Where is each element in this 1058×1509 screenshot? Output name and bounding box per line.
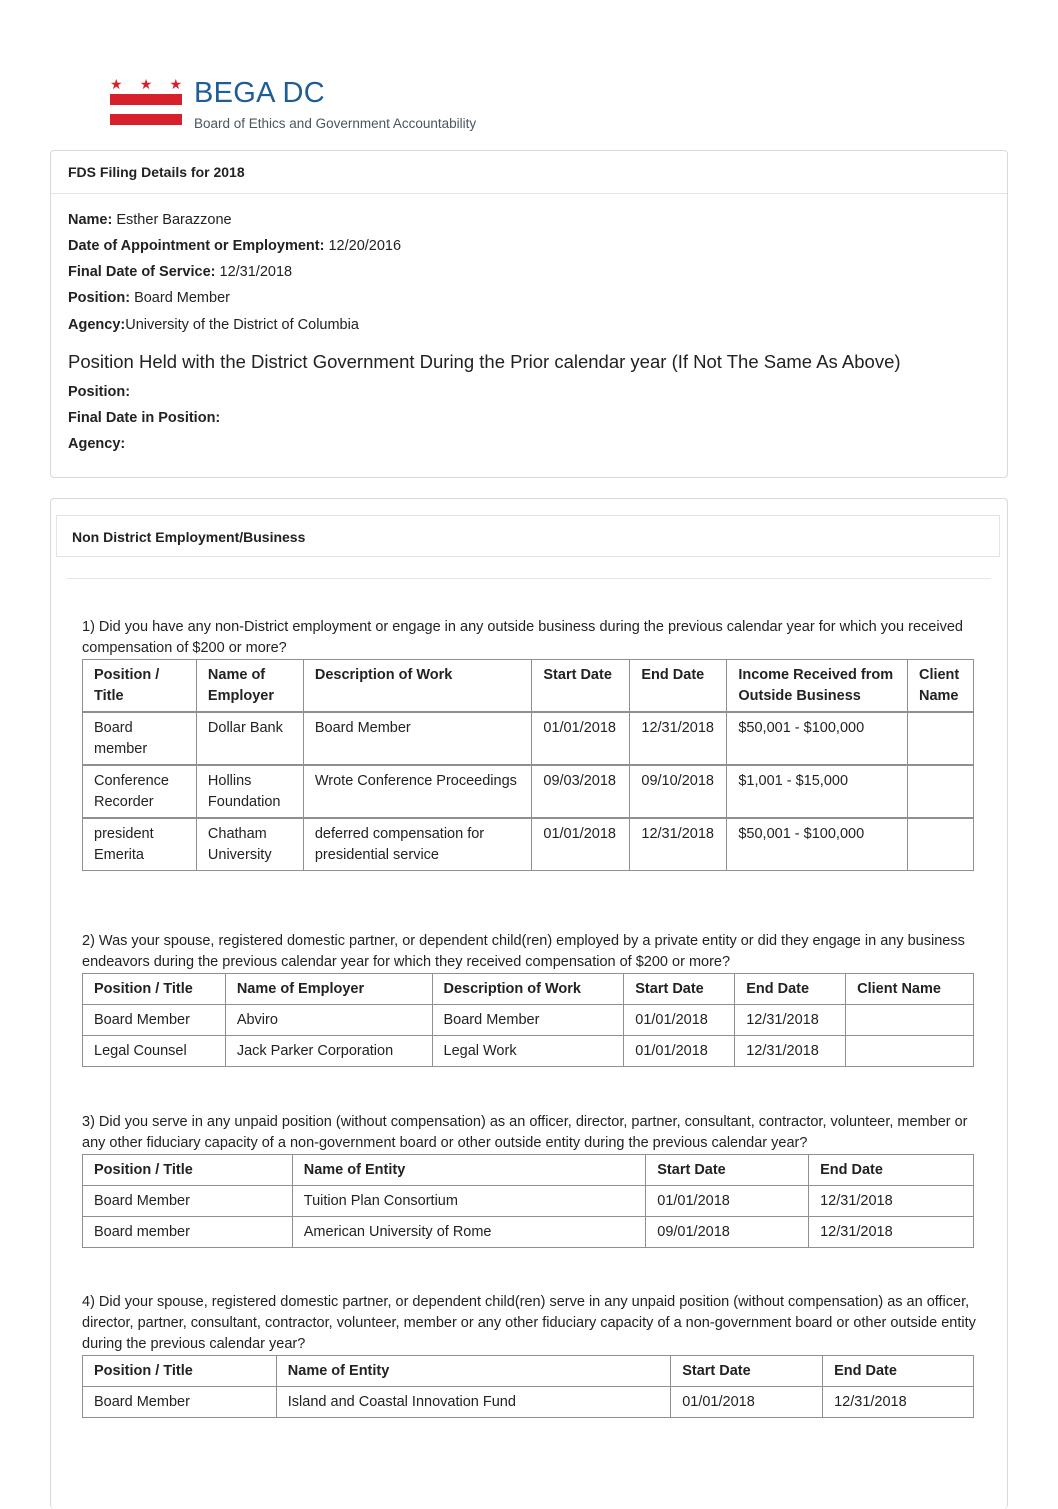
cell: president Emerita <box>83 818 197 871</box>
filing-details-card <box>50 150 1008 478</box>
cell: 01/01/2018 <box>532 712 630 765</box>
col-position: Position / Title <box>83 660 197 713</box>
col-description: Description of Work <box>432 974 624 1005</box>
table-header-row <box>83 1356 974 1387</box>
table-q3 <box>82 1154 974 1248</box>
prior-agency-label: Agency: <box>68 436 126 452</box>
table-row <box>83 1387 974 1418</box>
cell: Board member <box>83 712 197 765</box>
col-employer: Name of Employer <box>225 974 432 1005</box>
final-date-field <box>68 264 292 280</box>
prior-position-label: Position: <box>68 384 131 400</box>
cell <box>907 712 973 765</box>
table-row <box>83 712 974 765</box>
final-date-value: 12/31/2018 <box>219 264 293 280</box>
cell: Board Member <box>83 1005 226 1036</box>
table-row <box>83 1005 974 1036</box>
prior-agency-field <box>68 436 125 452</box>
cell: 12/31/2018 <box>809 1186 974 1217</box>
col-client: Client Name <box>846 974 974 1005</box>
appointment-field <box>68 238 401 254</box>
table-q1 <box>82 659 974 871</box>
brand-name: BEGA DC <box>194 77 326 109</box>
cell: 12/31/2018 <box>630 818 727 871</box>
col-end-date: End Date <box>823 1356 974 1387</box>
cell: Wrote Conference Proceedings <box>303 765 532 818</box>
appointment-label: Date of Appointment or Employment: <box>68 238 325 254</box>
position-value: Board Member <box>134 290 230 306</box>
col-entity: Name of Entity <box>292 1155 646 1186</box>
table-row <box>83 1217 974 1248</box>
table-q2 <box>82 973 974 1067</box>
cell <box>907 818 973 871</box>
col-end-date: End Date <box>630 660 727 713</box>
col-end-date: End Date <box>809 1155 974 1186</box>
table-row <box>83 818 974 871</box>
cell: Board Member <box>303 712 532 765</box>
cell <box>907 765 973 818</box>
cell: Abviro <box>225 1005 432 1036</box>
prior-final-date-field <box>68 410 220 426</box>
cell: Legal Work <box>432 1036 624 1067</box>
col-position: Position / Title <box>83 1155 293 1186</box>
question-1: 1) Did you have any non-District employment or engage in any outside business during the previous calendar year for which you received compensation of $200 or more? <box>82 619 963 656</box>
question-3: 3) Did you serve in any unpaid position (without compensation) as an officer, director, partner, consultant, contractor, volunteer, member or any other fiduciary capacity of a non-government board or other outside entity during the previous calendar year? <box>82 1114 968 1151</box>
name-label: Name: <box>68 212 113 228</box>
cell: Chatham University <box>196 818 303 871</box>
prior-position-title: Position Held with the District Government During the Prior calendar year (If Not The Same As Above) <box>68 351 901 372</box>
table-row <box>83 765 974 818</box>
cell <box>846 1005 974 1036</box>
star-icon: ★ <box>139 76 153 92</box>
col-start-date: Start Date <box>532 660 630 713</box>
cell: 12/31/2018 <box>630 712 727 765</box>
cell: 09/01/2018 <box>646 1217 809 1248</box>
cell: Board member <box>83 1217 293 1248</box>
filing-header: FDS Filing Details for 2018 <box>51 151 1007 194</box>
cell: Jack Parker Corporation <box>225 1036 432 1067</box>
cell: Hollins Foundation <box>196 765 303 818</box>
cell: $50,001 - $100,000 <box>727 818 908 871</box>
cell: 09/03/2018 <box>532 765 630 818</box>
position-label: Position: <box>68 290 131 306</box>
cell: Board Member <box>83 1387 277 1418</box>
cell: Dollar Bank <box>196 712 303 765</box>
table-row <box>83 1036 974 1067</box>
cell: 01/01/2018 <box>624 1005 735 1036</box>
cell: 12/31/2018 <box>809 1217 974 1248</box>
agency-field <box>68 317 359 333</box>
table-header-row <box>83 1155 974 1186</box>
star-icon: ★ <box>169 76 182 92</box>
cell: Island and Coastal Innovation Fund <box>276 1387 670 1418</box>
col-employer: Name of Employer <box>196 660 303 713</box>
col-description: Description of Work <box>303 660 532 713</box>
prior-final-date-label: Final Date in Position: <box>68 410 221 426</box>
col-start-date: Start Date <box>646 1155 809 1186</box>
cell: Tuition Plan Consortium <box>292 1186 646 1217</box>
cell: Board Member <box>432 1005 624 1036</box>
cell: $1,001 - $15,000 <box>727 765 908 818</box>
col-income: Income Received from Outside Business <box>727 660 908 713</box>
table-header-row <box>83 974 974 1005</box>
col-entity: Name of Entity <box>276 1356 670 1387</box>
col-position: Position / Title <box>83 1356 277 1387</box>
final-date-label: Final Date of Service: <box>68 264 216 280</box>
col-position: Position / Title <box>83 974 226 1005</box>
question-2: 2) Was your spouse, registered domestic partner, or dependent child(ren) employed by a private entity or did they engage in any business endeavors during the previous calendar year for which they received compensation of $200 or more? <box>82 933 965 970</box>
cell: 12/31/2018 <box>823 1387 974 1418</box>
table-q4 <box>82 1355 974 1418</box>
section-header: Non District Employment/Business <box>56 515 1000 557</box>
cell: 01/01/2018 <box>671 1387 823 1418</box>
divider <box>67 578 991 579</box>
question-4: 4) Did your spouse, registered domestic partner, or dependent child(ren) serve in any unpaid position (without compensation) as an officer, director, partner, consultant, contractor, volunteer, member or any other fiduciary capacity of a non-government board or other outside entity during the previous calendar year? <box>82 1294 976 1352</box>
cell: 01/01/2018 <box>624 1036 735 1067</box>
brand-subtitle: Board of Ethics and Government Accountability <box>194 116 477 131</box>
position-field <box>68 290 230 306</box>
name-field <box>68 212 232 228</box>
table-row <box>83 1186 974 1217</box>
col-end-date: End Date <box>735 974 846 1005</box>
cell: 12/31/2018 <box>735 1005 846 1036</box>
agency-label: Agency: <box>68 317 126 333</box>
prior-position-field <box>68 384 130 400</box>
star-icon: ★ <box>110 76 123 92</box>
cell: 01/01/2018 <box>646 1186 809 1217</box>
cell: 09/10/2018 <box>630 765 727 818</box>
dc-flag-icon <box>110 77 182 127</box>
cell <box>846 1036 974 1067</box>
cell: Conference Recorder <box>83 765 197 818</box>
name-value: Esther Barazzone <box>116 212 232 228</box>
col-client: Client Name <box>907 660 973 713</box>
cell: American University of Rome <box>292 1217 646 1248</box>
table-header-row <box>83 660 974 713</box>
col-start-date: Start Date <box>624 974 735 1005</box>
cell: Legal Counsel <box>83 1036 226 1067</box>
flag-bar <box>110 114 182 125</box>
cell: 01/01/2018 <box>532 818 630 871</box>
appointment-value: 12/20/2016 <box>328 238 402 254</box>
cell: 12/31/2018 <box>735 1036 846 1067</box>
flag-bar <box>110 94 182 105</box>
agency-value: University of the District of Columbia <box>125 317 359 333</box>
cell: $50,001 - $100,000 <box>727 712 908 765</box>
cell: Board Member <box>83 1186 293 1217</box>
cell: deferred compensation for presidential service <box>303 818 532 871</box>
col-start-date: Start Date <box>671 1356 823 1387</box>
